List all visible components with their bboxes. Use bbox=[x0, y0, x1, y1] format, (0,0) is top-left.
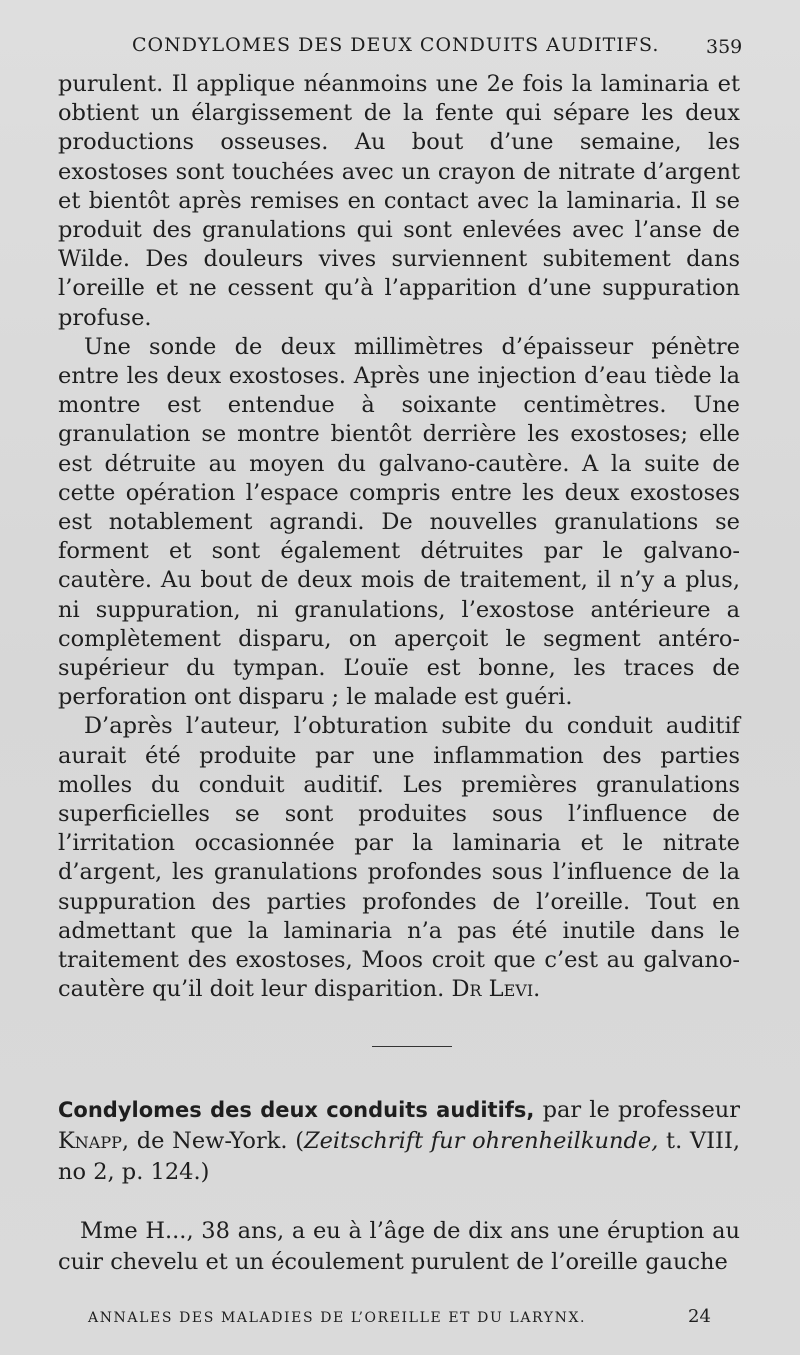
page-header bbox=[0, 34, 800, 64]
page-footer bbox=[88, 1306, 748, 1336]
journal-reference: t. VIII, no 2, p. 124.) bbox=[58, 1128, 740, 1185]
article-title: Condylomes des deux conduits auditifs, bbox=[58, 1098, 535, 1122]
footer-journal-title: ANNALES DES MALADIES DE L’OREILLE ET DU LARYNX. bbox=[88, 1310, 587, 1326]
journal-name: Zeitschrift fur ohrenheilkunde, bbox=[303, 1128, 659, 1154]
paragraph bbox=[58, 712, 740, 1004]
article-citation bbox=[58, 1095, 740, 1188]
paragraph: Mme H..., 38 ans, a eu à l’âge de dix ans une éruption au cuir chevelu et un écoulement purulent de l’oreille gauche bbox=[58, 1218, 740, 1275]
signature-mark: 24 bbox=[688, 1306, 711, 1327]
running-title: CONDYLOMES DES DEUX CONDUITS AUDITIFS. bbox=[132, 34, 660, 56]
article-heading bbox=[58, 1095, 740, 1188]
page-number: 359 bbox=[706, 36, 743, 58]
byline-text: par le professeur bbox=[534, 1097, 741, 1123]
case-report bbox=[58, 1216, 740, 1278]
main-text bbox=[58, 70, 740, 1005]
byline-location: de New-York. ( bbox=[129, 1128, 304, 1154]
paragraph: purulent. Il applique néanmoins une 2e fois la laminaria et obtient un élargissement de la fente qui sépare les deux productions osseuses. Au bout d’une semaine, les exostoses sont touchées avec un crayon de nitrate d’argent et bientôt après remises en contact avec la laminaria. Il se produit des granulations qui sont enlevées avec l’anse de Wilde. Des douleurs vives surviennent subitement dans l’oreille et ne cessent qu’à l’apparition d’une suppuration profuse. bbox=[58, 71, 740, 331]
paragraph-text: D’après l’auteur, l’obturation subite du conduit auditif aurait été produite par une inflammation des parties molles du conduit auditif. Les premières granulations superficielles se sont produites sous l’influence de l’irritation occasionnée par la laminaria et le nitrate d’argent, les granulations profondes sous l’influence de la suppuration des parties profondes de l’oreille. Tout en admettant que la laminaria n’a pas été inutile dans le traitement des exostoses, Moos croit que c’est au galvano-cautère qu’il doit leur disparition. bbox=[58, 713, 740, 1003]
author-signature: Dr Levi. bbox=[451, 976, 541, 1003]
paragraph: Une sonde de deux millimètres d’épaisseur pénètre entre les deux exostoses. Après une injection d’eau tiède la montre est entendue à soixante centimètres. Une granulation se montre bientôt derrière les exostoses; elle est détruite au moyen du galvano-cautère. A la suite de cette opération l’espace compris entre les deux exostoses est notablement agrandi. De nouvelles granulations se forment et sont également détruites par le galvano-cautère. Au bout de deux mois de traitement, il n’y a plus, ni suppuration, ni granulations, l’exostose antérieure a complètement disparu, on aperçoit le segment antéro-supérieur du tympan. L’ouïe est bonne, les traces de perforation ont disparu ; le malade est guéri. bbox=[58, 333, 740, 711]
section-divider bbox=[372, 1046, 452, 1047]
article-author: Knapp, bbox=[58, 1128, 130, 1154]
